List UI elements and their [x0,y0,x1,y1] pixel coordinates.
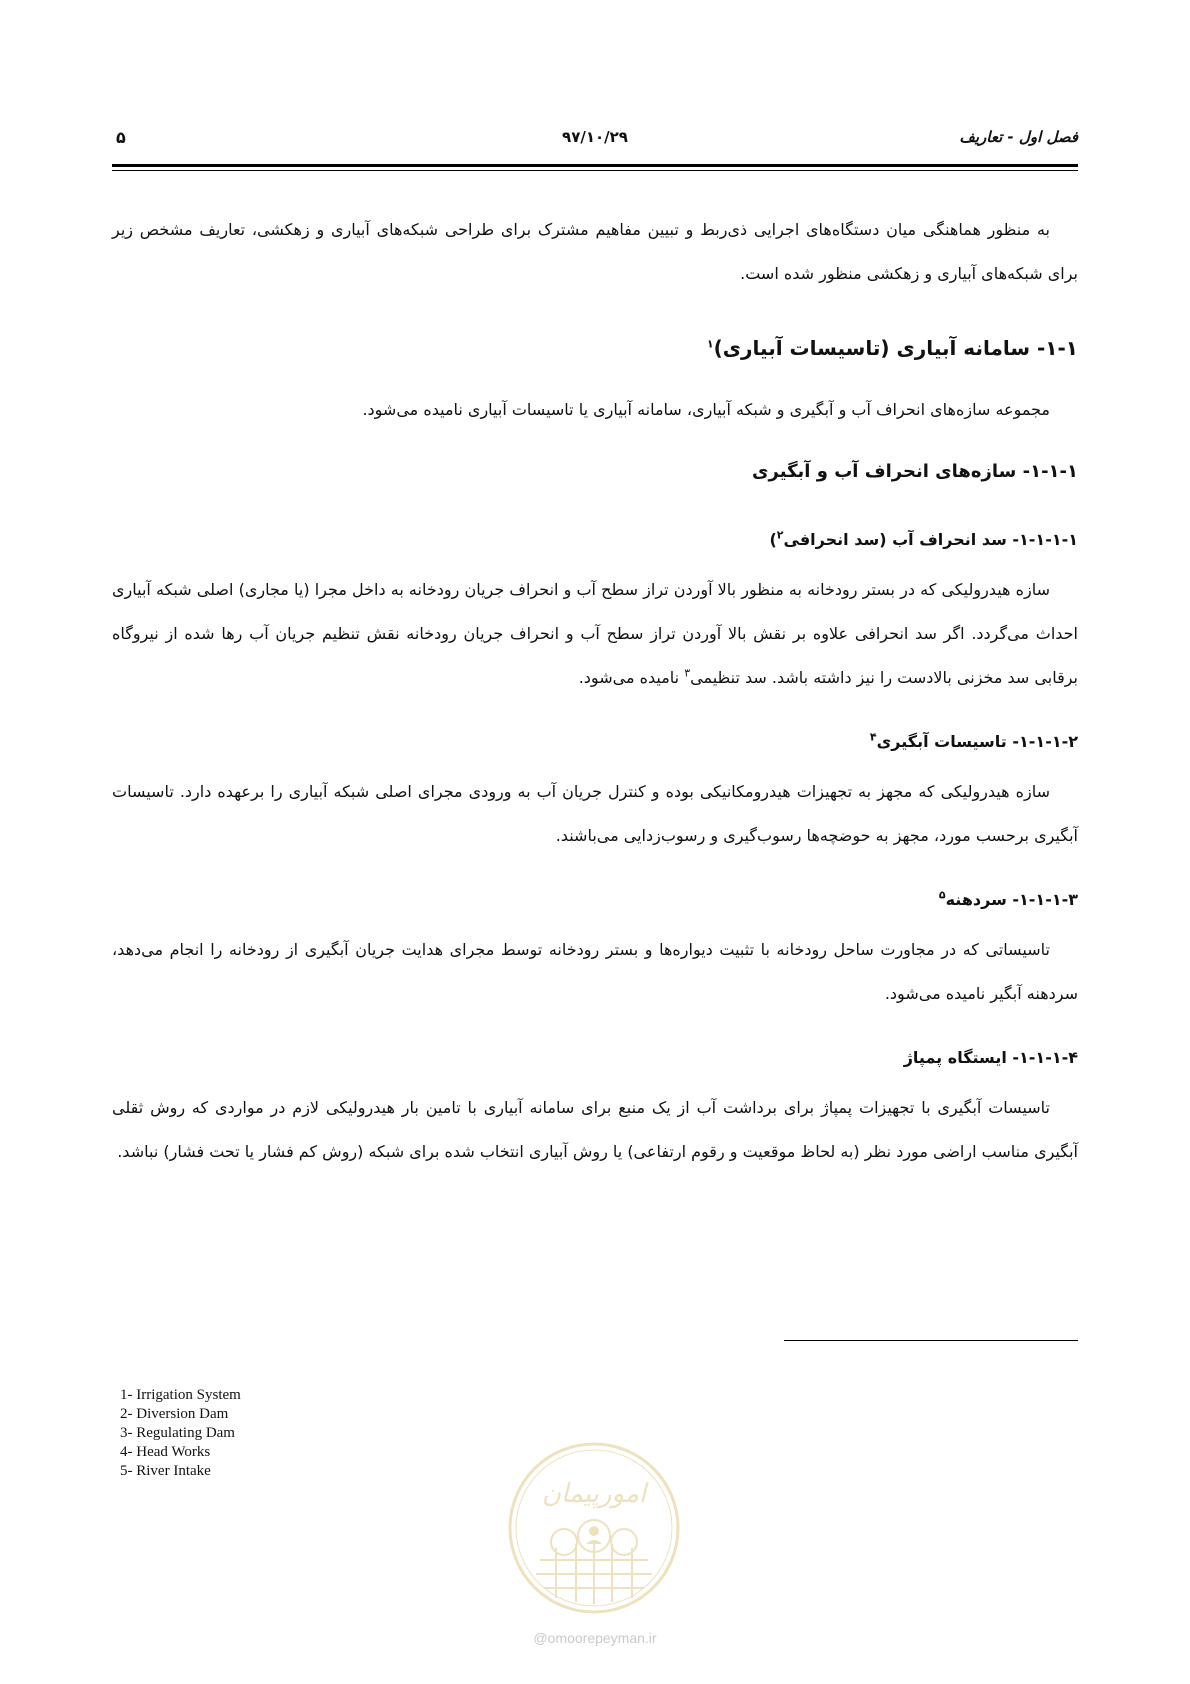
section-heading-1-1-1-2 [112,722,1078,762]
chapter-title: فصل اول - تعاریف [959,128,1078,146]
header-rule-thin [112,170,1078,171]
footnote-ref: ۱ [706,337,714,351]
section-title: ۱-۱-۱-۲- تاسیسات آبگیری [876,732,1078,751]
watermark-url: @omoorepeyman.ir [533,1630,657,1646]
section-title: ۱-۱-۱-۳- سردهنه [945,890,1078,909]
logo-seal-icon [506,1440,682,1616]
footnote-ref: ۳ [684,666,691,680]
paragraph-text-end: نامیده می‌شود. [578,668,685,687]
footnote-item: 1- Irrigation System [120,1387,241,1403]
logo-text: امورپیمان [541,1479,647,1509]
section-1-1-1-4-paragraph: تاسیسات آبگیری با تجهیزات پمپاژ برای برداشت آب از یک منبع برای سامانه آبیاری با تامین بار هیدرولیکی لازم در مواردی که روش ثقلی آبگیری مناسب اراضی مورد نظر (به لحاظ موقعیت و رقوم ارتفاعی) یا روش آبیاری انتخاب شده برای شبکه (روش کم فشار یا تحت فشار) نباشد. [112,1098,1078,1161]
title-paren: ) [769,530,777,549]
footnote-item: 3- Regulating Dam [120,1425,235,1441]
section-heading-1-1-1-4: ۱-۱-۱-۴- ایستگاه پمپاژ [903,1048,1078,1067]
section-1-1-1-3-paragraph: تاسیساتی که در مجاورت ساحل رودخانه با تثبیت دیواره‌ها و بستر رودخانه توسط مجرای هدایت جریان آبگیری از رودخانه را انجام می‌دهد، سردهنه آبگیر نامیده می‌شود. [112,940,1078,1003]
page-header [112,128,1078,152]
section-1-1-1-2-paragraph: سازه هیدرولیکی که مجهز به تجهیزات هیدرومکانیکی بوده و کنترل جریان آب به ورودی مجرای اصلی شبکه آبیاری را برعهده دارد. تاسیسات آبگیری برحسب مورد، مجهز به حوضچه‌ها رسوب‌گیری و رسوب‌زدایی می‌باشند. [112,782,1078,845]
footnotes [120,1386,241,1481]
section-heading-1-1-1-1 [112,520,1078,560]
section-title: ۱-۱- سامانه آبیاری (تاسیسات آبیاری) [713,336,1078,360]
intro-paragraph: به منظور هماهنگی میان دستگاه‌های اجرایی ذی‌ربط و تبیین مفاهیم مشترک برای طراحی شبکه‌های آبیاری و زهکشی، تعاریف مشخص زیر برای شبکه‌های آبیاری و زهکشی منظور شده است. [112,220,1078,283]
section-heading-1-1 [112,328,1078,368]
footnote-ref: ۲ [776,528,784,542]
footnote-ref: ۵ [938,888,946,902]
footnote-separator [784,1340,1078,1341]
footnote-item: 4- Head Works [120,1444,211,1460]
section-1-1-1-1-paragraph [112,568,1078,700]
header-date: ۹۷/۱۰/۲۹ [562,128,628,146]
page-content [112,208,1078,1174]
section-heading-1-1-1: ۱-۱-۱- سازه‌های انحراف آب و آبگیری [752,461,1078,482]
footnote-item: 2- Diversion Dam [120,1406,229,1422]
footnote-ref: ۴ [869,730,877,744]
section-title: ۱-۱-۱-۱- سد انحراف آب (سد انحرافی [783,530,1078,549]
section-1-1-paragraph: مجموعه سازه‌های انحراف آب و آبگیری و شبکه آبیاری، سامانه آبیاری یا تاسیسات آبیاری نامیده می‌شود. [362,400,1050,419]
watermark-logo [506,1440,682,1616]
footnote-item: 5- River Intake [120,1463,211,1479]
header-rule-thick [112,164,1078,167]
section-heading-1-1-1-3 [112,880,1078,920]
paragraph-text: سازه هیدرولیکی که در بستر رودخانه به منظور بالا آوردن تراز سطح آب و انحراف جریان رودخانه به داخل مجرا (یا مجاری) اصلی شبکه آبیاری احداث می‌گردد. اگر سد انحرافی علاوه بر نقش بالا آوردن تراز سطح آب و انحراف جریان رودخانه نقش تنظیم جریان آب رها شده از نیروگاه برقابی سد مخزنی بالادست را نیز داشته باشد. سد تنظیمی [112,580,1078,687]
page-number: ۵ [116,128,126,147]
